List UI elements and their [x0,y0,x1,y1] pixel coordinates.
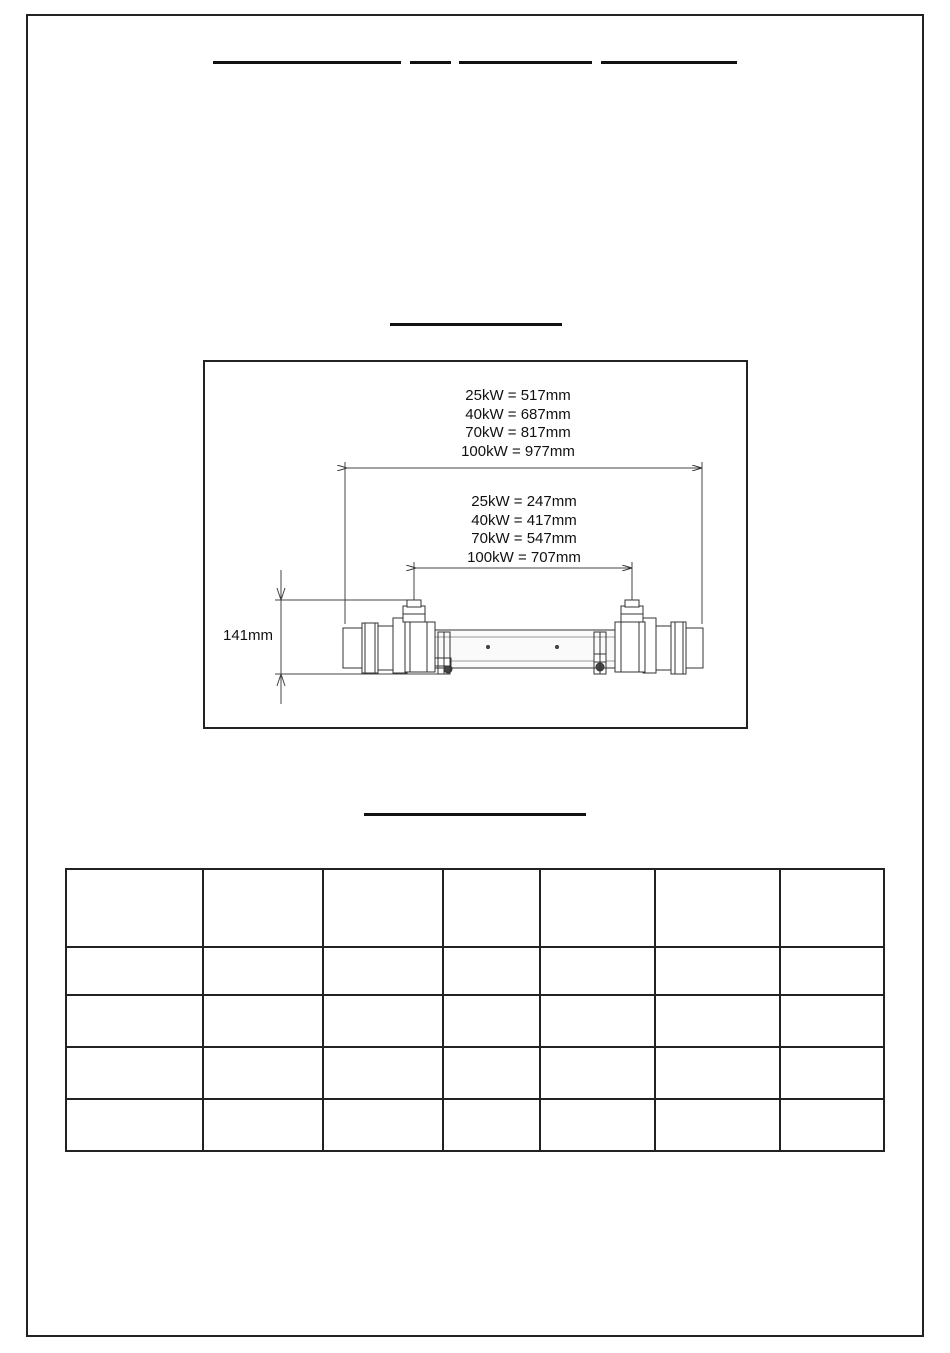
dimension-drawing [203,360,748,729]
table-cell [203,1099,323,1151]
table-cell [323,1047,443,1099]
port-spacing-line: 100kW = 707mm [467,548,581,566]
title-redaction-4 [601,61,737,64]
table-cell [540,1047,655,1099]
overall-length-line: 100kW = 977mm [461,442,575,460]
table-cell [540,947,655,995]
table-cell [66,869,203,947]
specs-heading-line [364,813,586,816]
height-dimension-label: 141mm [223,627,274,644]
table-cell [443,1099,540,1151]
table-cell [780,869,884,947]
table-cell [780,1099,884,1151]
table-cell [780,1047,884,1099]
table-row [66,1047,884,1099]
heater-body [343,600,703,674]
table-cell [540,869,655,947]
table-cell [323,869,443,947]
table-cell [540,1099,655,1151]
port-spacing-line: 70kW = 547mm [471,530,577,547]
table-cell [540,995,655,1047]
overall-length-line: 70kW = 817mm [465,424,571,441]
overall-length-line: 25kW = 517mm [465,387,571,404]
table-row [66,1099,884,1151]
title-redaction-2 [410,61,451,64]
table-cell [323,947,443,995]
overall-length-line: 40kW = 687mm [465,405,571,423]
table-cell [323,995,443,1047]
table-cell [443,1047,540,1099]
table-cell [203,947,323,995]
title-redaction-1 [213,61,401,64]
port-spacing-line: 25kW = 247mm [471,493,577,510]
table-cell [66,1047,203,1099]
dimensions-heading-line [390,323,562,326]
table-cell [443,995,540,1047]
table-cell [780,947,884,995]
table-row [66,995,884,1047]
table-cell [655,1099,780,1151]
overall-length-values [425,387,611,461]
table-cell [780,995,884,1047]
table-header-row [66,869,884,947]
title-redaction-3 [459,61,592,64]
port-spacing-line: 40kW = 417mm [471,511,577,529]
port-spacing-values [431,493,617,567]
table-cell [66,1099,203,1151]
table-cell [203,869,323,947]
table-cell [66,995,203,1047]
table-cell [203,1047,323,1099]
table-cell [443,869,540,947]
table-cell [323,1099,443,1151]
table-cell [443,947,540,995]
table-cell [655,1047,780,1099]
table-cell [655,869,780,947]
specification-table [65,868,885,1152]
table-row [66,947,884,995]
table-cell [655,947,780,995]
table-cell [655,995,780,1047]
table-cell [203,995,323,1047]
table-cell [66,947,203,995]
